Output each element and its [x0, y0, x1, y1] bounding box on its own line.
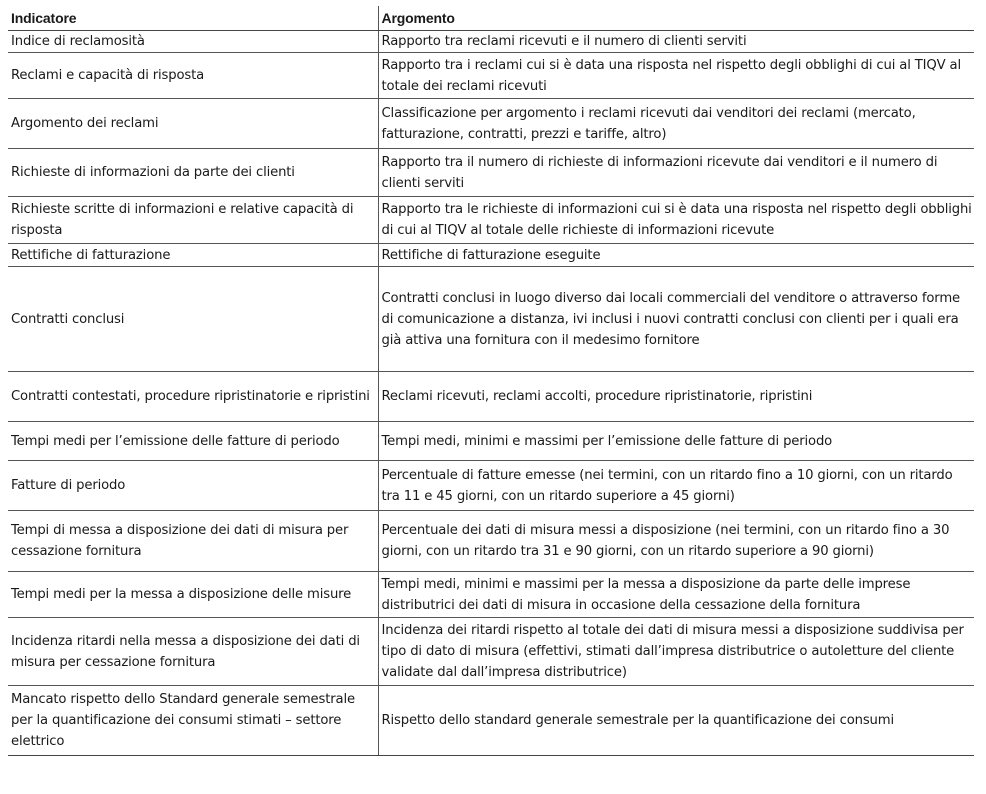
indicators-document	[8, 6, 974, 756]
indicatore-cell: Fatture di periodo	[8, 461, 378, 511]
indicatore-cell: Richieste scritte di informazioni e relative capacità di risposta	[8, 197, 378, 244]
indicatore-cell: Rettifiche di fatturazione	[8, 244, 378, 267]
indicators-table	[8, 6, 974, 756]
header-argomento: Argomento	[378, 6, 974, 31]
indicatore-cell: Reclami e capacità di risposta	[8, 53, 378, 99]
indicatore-cell: Argomento dei reclami	[8, 99, 378, 149]
indicatore-cell: Incidenza ritardi nella messa a disposizione dei dati di misura per cessazione fornitura	[8, 618, 378, 686]
table-row	[8, 686, 974, 756]
table-row	[8, 372, 974, 422]
table-row	[8, 618, 974, 686]
argomento-cell: Rapporto tra i reclami cui si è data una risposta nel rispetto degli obblighi di cui al TIQV al totale dei reclami ricevuti	[378, 53, 974, 99]
argomento-cell: Contratti conclusi in luogo diverso dai locali commerciali del venditore o attraverso forme di comunicazione a distanza, ivi inclusi i nuovi contratti conclusi con clienti per i quali era già attiva una fornitura con il medesimo fornitore	[378, 267, 974, 372]
table-row	[8, 267, 974, 372]
indicatore-cell: Contratti conclusi	[8, 267, 378, 372]
table-row	[8, 53, 974, 99]
argomento-cell: Rettifiche di fatturazione eseguite	[378, 244, 974, 267]
table-row	[8, 99, 974, 149]
table-row	[8, 31, 974, 53]
indicatore-cell: Indice di reclamosità	[8, 31, 378, 53]
table-header-row	[8, 6, 974, 31]
argomento-cell: Classificazione per argomento i reclami ricevuti dai venditori dei reclami (mercato, fatturazione, contratti, prezzi e tariffe, altro)	[378, 99, 974, 149]
table-row	[8, 244, 974, 267]
argomento-cell: Incidenza dei ritardi rispetto al totale dei dati di misura messi a disposizione suddivisa per tipo di dato di misura (effettivi, stimati dall’impresa distributrice o autoletture del cliente validate dal dall’impresa distributrice)	[378, 618, 974, 686]
header-indicatore: Indicatore	[8, 6, 378, 31]
argomento-cell: Rispetto dello standard generale semestrale per la quantificazione dei consumi	[378, 686, 974, 756]
indicatore-cell: Tempi medi per la messa a disposizione delle misure	[8, 572, 378, 618]
table-row	[8, 511, 974, 572]
indicatore-cell: Tempi di messa a disposizione dei dati di misura per cessazione fornitura	[8, 511, 378, 572]
table-row	[8, 149, 974, 197]
indicatore-cell: Contratti contestati, procedure ripristinatorie e ripristini	[8, 372, 378, 422]
argomento-cell: Tempi medi, minimi e massimi per l’emissione delle fatture di periodo	[378, 422, 974, 461]
argomento-cell: Rapporto tra le richieste di informazioni cui si è data una risposta nel rispetto degli obblighi di cui al TIQV al totale delle richieste di informazioni ricevute	[378, 197, 974, 244]
argomento-cell: Percentuale dei dati di misura messi a disposizione (nei termini, con un ritardo fino a 30 giorni, con un ritardo tra 31 e 90 giorni, con un ritardo superiore a 90 giorni)	[378, 511, 974, 572]
table-row	[8, 572, 974, 618]
argomento-cell: Percentuale di fatture emesse (nei termini, con un ritardo fino a 10 giorni, con un ritardo tra 11 e 45 giorni, con un ritardo superiore a 45 giorni)	[378, 461, 974, 511]
argomento-cell: Reclami ricevuti, reclami accolti, procedure ripristinatorie, ripristini	[378, 372, 974, 422]
indicatore-cell: Mancato rispetto dello Standard generale semestrale per la quantificazione dei consumi stimati – settore elettrico	[8, 686, 378, 756]
argomento-cell: Rapporto tra reclami ricevuti e il numero di clienti serviti	[378, 31, 974, 53]
argomento-cell: Tempi medi, minimi e massimi per la messa a disposizione da parte delle imprese distributrici dei dati di misura in occasione della cessazione della fornitura	[378, 572, 974, 618]
indicatore-cell: Richieste di informazioni da parte dei clienti	[8, 149, 378, 197]
table-row	[8, 422, 974, 461]
argomento-cell: Rapporto tra il numero di richieste di informazioni ricevute dai venditori e il numero di clienti serviti	[378, 149, 974, 197]
indicatore-cell: Tempi medi per l’emissione delle fatture di periodo	[8, 422, 378, 461]
table-row	[8, 461, 974, 511]
table-row	[8, 197, 974, 244]
